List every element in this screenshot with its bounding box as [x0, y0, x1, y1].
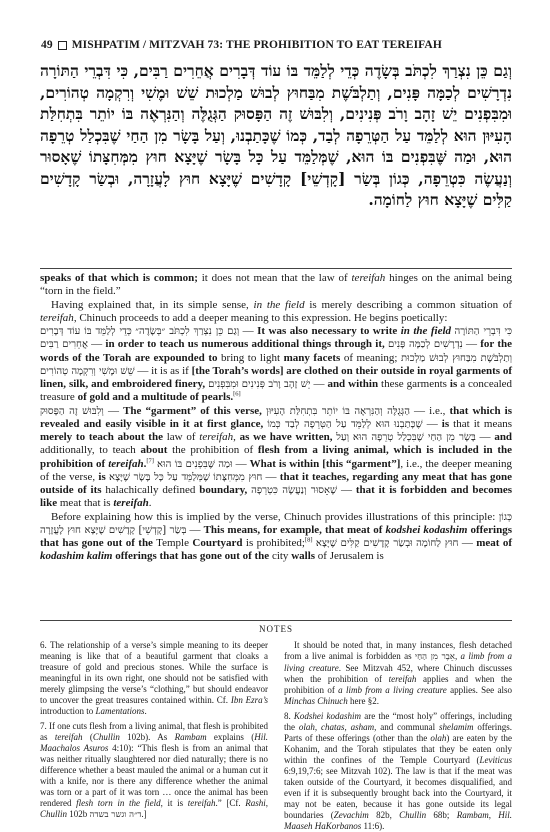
notes-heading: NOTES	[259, 624, 293, 634]
commentary-paragraph: Having explained that, in its simple sense, in the field is merely describing a common situation of tereifah, Chinuch proceeds to add a deeper meaning to this expression. He begins poetically:	[40, 298, 512, 324]
footnote-7: 7. If one cuts flesh from a living animal, that flesh is prohibited as tereifah (Chullin 102b). As Rambam explains (Hil. Maachalos Asuros 4:10): “This flesh is from an animal that was neither ritually slaughtered nor died naturally; there is no difference whether a beast mauled the animal or a human cut it with a knife, nor is there any difference whether the animal was torn or a part of it was torn … once the animal has been rendered flesh torn in the field, it is tereifah.” [Cf. Rashi, Chullin 102b ד״ה וגשר בשדה.]	[40, 721, 268, 820]
footnotes	[40, 640, 513, 831]
commentary-paragraph: speaks of that which is common; it does not mean that the law of tereifah hinges on the animal being “torn in the field.”	[40, 272, 512, 298]
hebrew-source-text: וְגַם כֵּן נִצְרַךְ לִכְתֹּב בְּשָׂדֶה כְּדֵי לְלַמֵּד בּוֹ עוֹד דְּבָרִים אֲחֵרִים רַבִּים, כִּי דִּבְרֵי הַתּוֹרָה נִדְרָשִׁים לְכַמָּה פָּנִים, וְתַלְבֹּשֶׁת מִבַּחוּץ לְבוּשׁ מַלְכוּת שֵׁשׁ וּמֶשִׁי וְרִקְמָה טְהוֹרִים, וּמִבִּפְנִים יֵשׁ זָהָב וָרֹב פְּנִינִים, וְלִבּוּשׁ זֶה הַפָּסוּק הַגְּגֻלֶּה וְהַנִּרְאֶה בּוֹ יוֹתֵר בִּתְחִלַּת הָעִיּוּן הוּא לְלַמֵּד עַל הַטְּרֵפָה לְבַד, כְּמוֹ שֶׁכָּתַבְנוּ, וְעַל בָּשָׂר מִן הַחַי שֶׁבִּכְלַל טְרֵפָה הוּא, וּמַה שֶּׁבִּפְנִים בּוֹ הוּא, שֶׁמְּלַמֵּד עַל כָּל בָּשָׂר שֶׁיָּצָא חוּץ מִמְּחִצָּתוֹ שֶׁאָסוּר וְנַעֲשֶׂה כִּטְרֵפָה, כְּגוֹן בְּשַׂר [קָדְשֵׁי] קָדָשִׁים שֶׁיָּצָא חוּץ לָעֲזָרָה, וּבְשַׂר קָדָשִׁים קַלִּים שֶׁיָּצָא חוּץ לַחוֹמָה.	[40, 61, 512, 209]
commentary-paragraph: וְלִבּוּשׁ זֶה הַפָּסוּק — The “garment” of this verse, הַגְּגֻלֶּה וְהַנִּרְאֶה בּוֹ יוֹתֵר בִּתְחִלַּת הָעִיּוּן — i.e., that which is revealed and easily visible in it at first glance, הוּא לְלַמֵּד עַל הַטְּרֵפָה לְבַד כְּמוֹ שֶׁכָּתַבְנוּ — is that it means merely to teach about the law of tereifah, as we have written, וְעַל בָּשָׂר מִן הַחַי שֶׁבִּכְלַל טְרֵפָה הוּא — and additionally, to teach about the prohibition of flesh from a living animal, which is included in the prohibition of tereifah.[7] וּמַה שֶּׁבִּפְנִים בּוֹ הוּא — What is within [this “garment”], i.e., the deeper meaning of the verse, is שֶׁמְּלַמֵּד עַל כָּל בָּשָׂר שֶׁיָּצָא חוּץ מִמְּחִצָּתוֹ — that it teaches, regarding any meat that has gone outside of its halachically defined boundary, שֶׁאָסוּר וְנַעֲשֶׂה כִּטְרֵפָה — that it is forbidden and becomes like meat that is tereifah.	[40, 404, 513, 510]
commentary-body	[40, 272, 512, 564]
square-bullet-icon	[58, 41, 67, 50]
commentary-paragraph: Before explaining how this is implied by the verse, Chinuch provides illustrations of this principle: כְּגוֹן בְּשַׂר [קָדְשֵׁי] קָדָשִׁים שֶׁיָּצָא חוּץ לָעֲזָרָה — This means, for example, that meat of kodshei kodashim offerings that has gone out of the Temple Courtyard is prohibited;[8] וּבְשַׂר קָדָשִׁים קַלִּים שֶׁיָּצָא חוּץ לַחוֹמָה — meat of kodashim kalim offerings that has gone out of the city walls of Jerusalem is	[40, 510, 513, 563]
footnote-6: 6. The relationship of a verse’s simple meaning to its deeper meaning is like that of a beautiful garment that cloaks a treasure of gold and precious stones. While the surface is meaningful in its own right, one should not be satisfied with merely glimpsing the verse’s “clothing,” but should endeavor to uncover the great treasures contained within. Cf. Ibn Ezra’s introduction to Lamentations.	[40, 640, 268, 716]
notes-column-right	[284, 640, 513, 831]
divider-rule	[40, 268, 512, 269]
running-title: MISHPATIM / MITZVAH 73: THE PROHIBITION TO EAT TEREIFAH	[71, 39, 442, 51]
running-header	[41, 37, 511, 53]
notes-divider	[40, 620, 512, 621]
footnote-8: 8. Kodshei kodashim are the “most holy” offerings, including the olah, chatas, asham, and communal shelamim offerings. Parts of these offerings (other than the olah) are eaten by the Kohanim, and the Torah stipulates that they be eaten only within the confines of the Temple Courtyard (Leviticus 6:9,19,7:6; see Mitzvah 102). The law is that if the meat was taken outside of the Courtyard, it becomes disqualified, and even if it is subsequently brought back into the Courtyard, it may not be eaten, because it has gone outside its legal boundaries (Zevachim 82b, Chullin 68b; Rambam, Hil. Maaseh HaKorbanos 11:6).	[284, 711, 513, 831]
commentary-paragraph: כְּדֵי לְלַמֵּד בּוֹ עוֹד דְּבָרִים וְגַם כֵּן נִצְרַךְ לִכְתֹּב ״בְּשָׂדֶה״ — It was also necessary to write in the field כִּי דִּבְרֵי הַתּוֹרָה אֲחֵרִים רַבִּים — in order to teach us numerous additional things through it, נִדְרָשִׁים לְכַמָּה פָּנִים — for the words of the Torah are expounded to bring to light many facets of meaning; וְתַלְבֹּשֶׁת מִבַּחוּץ לְבוּשׁ מַלְכוּת שֵׁשׁ וּמֶשִׁי וְרִקְמָה טְהוֹרִים — it is as if [the Torah’s words] are clothed on their outside in royal garments of linen, silk, and embroidered finery, וּמִבִּפְנִים יֵשׁ זָהָב וָרֹב פְּנִינִים — and within these garments is a concealed treasure of gold and a multitude of pearls.[6]	[40, 325, 513, 404]
notes-column-left	[40, 640, 268, 820]
page-number: 49	[41, 39, 53, 51]
footnote-7-continued: It should be noted that, in many instances, flesh detached from a live animal is forbidden as אֵבֶר מִן הַחַי, a limb from a living creature. See Mitzvah 452, where Chinuch discusses when the prohibition of tereifah applies and when the prohibition of a limb from a living creature applies. See also Minchas Chinuch here §2.	[284, 640, 513, 706]
